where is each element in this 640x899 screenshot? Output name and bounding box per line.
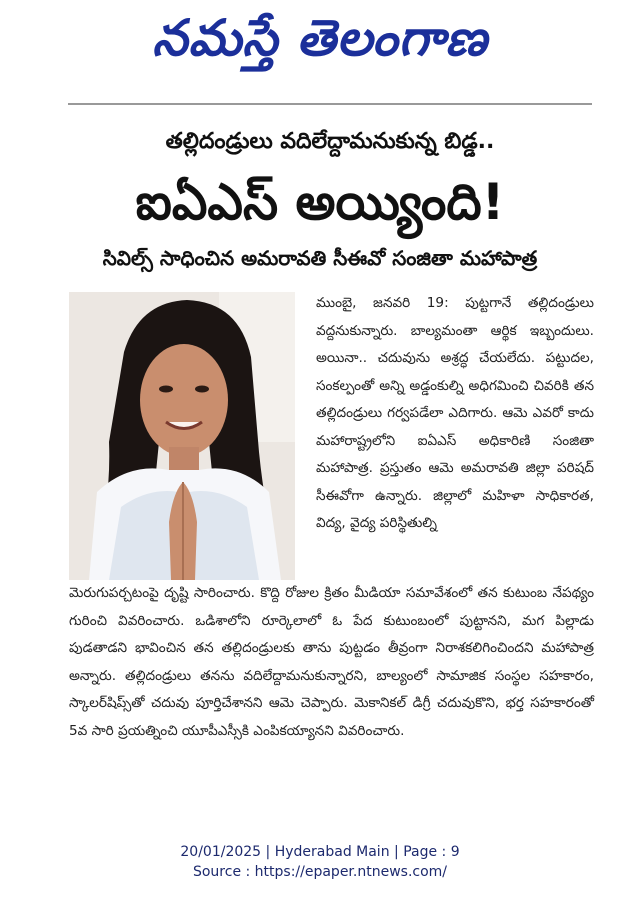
masthead [0,0,640,80]
article-subhead: సివిల్స్ సాధించిన అమరావతి సీఈవో సంజితా మహాపాత్ర [102,246,538,270]
body-paragraph-right: ముంబై, జనవరి 19: పుట్టగానే తల్లిదండ్రులు వద్దనుకున్నారు. బాల్యమంతా ఆర్థిక ఇబ్బందులు. అయినా.. చదువును అశ్రద్ధ చేయలేదు. పట్టుదల, సంకల్పంతో అన్ని అడ్డంకుల్ని అధిగమించి చివరికి తన తల్లిదండ్రులు గర్వపడేలా ఎదిగారు. ఆమె ఎవరో కాదు మహారాష్ట్రలోని ఐఏఎస్ అధికారిణి సంజితా మహాపాత్ర. ప్రస్తుతం ఆమె అమరావతి జిల్లా పరిషద్ సీఈవోగా ఉన్నారు. జిల్లాలో మహిళా సాధికారత, విద్య, వైద్య పరిస్థితుల్ని [316,295,594,531]
body-paragraph-full: మెరుగుపర్చటంపై దృష్టి సారించారు. కొద్ది రోజుల క్రితం మీడియా సమావేశంలో తన కుటుంబ నేపథ్యం గురించి వివరించారు. ఒడిశాలోని రూర్కెలాలో ఓ పేద కుటుంబంలో పుట్టానని, మగ పిల్లాడు పుడతాడని భావించిన తన తల్లిదండ్రులకు తాను పుట్టడం తీవ్రంగా నిరాశకలిగించిందని మహాపాత్ర అన్నారు. తల్లిదండ్రులు తనను వదిలేద్దామనుకున్నారని, బాల్యంలో సామాజిక సంస్థల సహకారం, స్కాలర్‌షిప్స్‌తో చదువు పూర్తిచేశానని ఆమె చెప్పారు. మెకానికల్ డిగ్రీ చదువుకొని, భర్త సహకారంతో 5వ సారి ప్రయత్నించి యూపీఎస్సీకి ఎంపికయ్యానని వివరించారు. [69,585,594,739]
divider-rule [68,103,592,105]
portrait-photo-icon [69,292,295,580]
footer-date-page: 20/01/2025 | Hyderabad Main | Page : 9 [180,844,460,860]
article-body-full [69,580,594,745]
footer-source: Source : https://epaper.ntnews.com/ [192,864,448,880]
article-kicker: తల్లిదండ్రులు వదిలేద్దామనుకున్న బిడ్డ.. [165,129,495,154]
article-body-column [316,290,594,538]
newspaper-title: నమస్తే తెలంగాణ [152,8,488,67]
article-headline: ఐఏఎస్ అయ్యింది! [135,173,505,231]
